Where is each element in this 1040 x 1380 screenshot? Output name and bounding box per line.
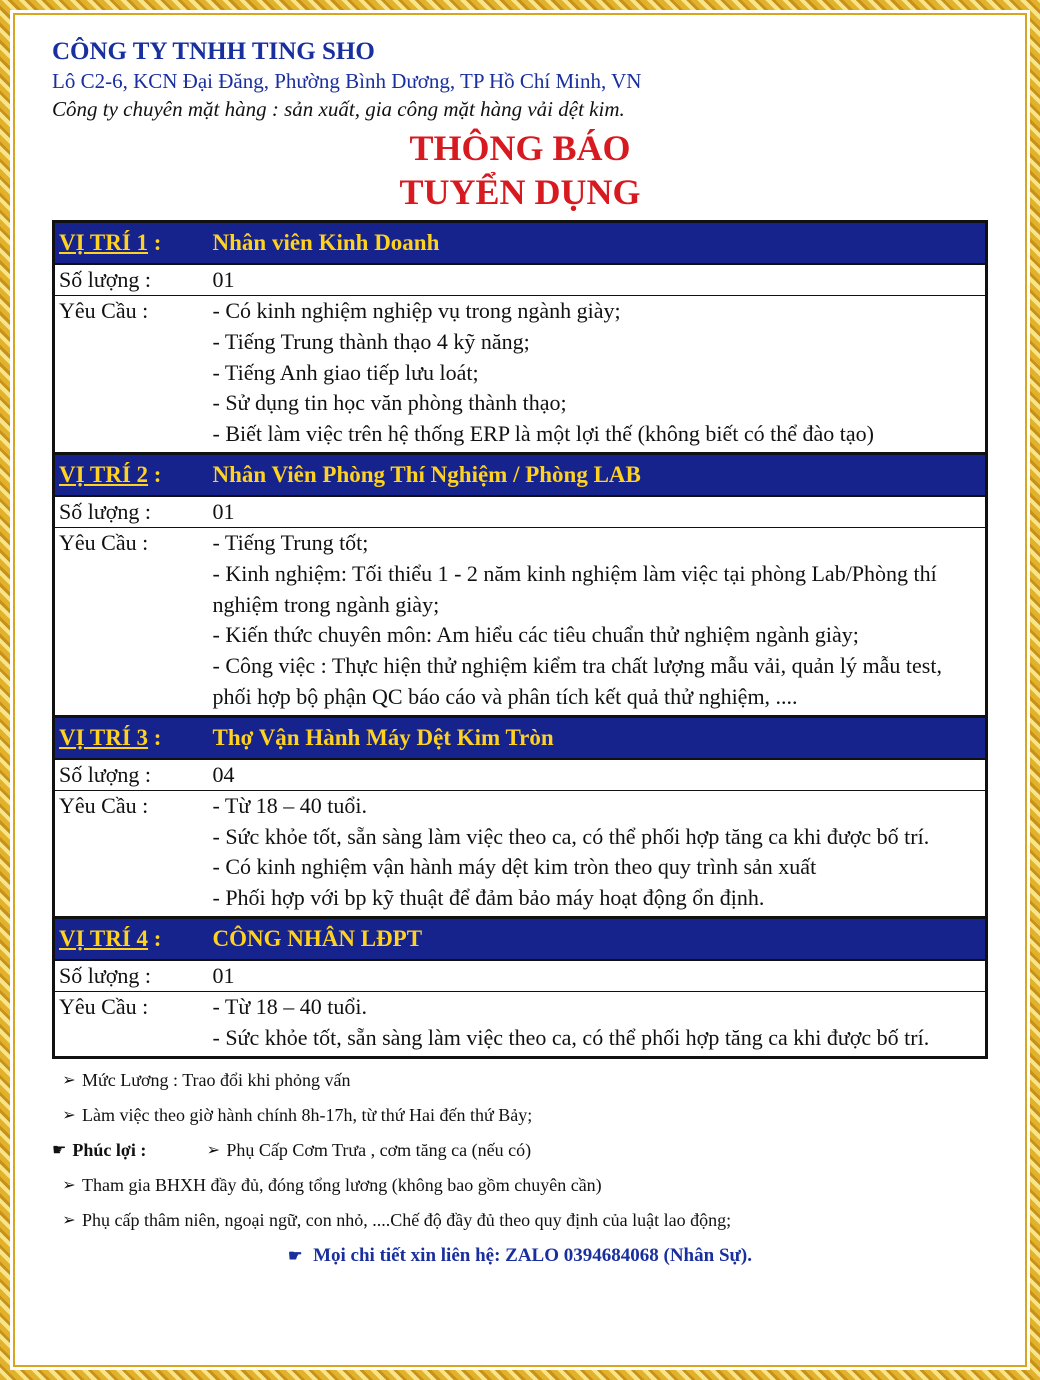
salary-item <box>52 1063 988 1098</box>
requirements-label: Yêu Cầu : <box>59 298 149 323</box>
position-label-cell <box>54 222 209 265</box>
requirements-row <box>54 296 987 454</box>
requirement-item: - Kiến thức chuyên môn: Am hiểu các tiêu chuẩn thử nghiệm ngành giày; <box>212 622 859 648</box>
contact-line <box>52 1238 988 1273</box>
requirements-list <box>209 296 987 454</box>
requirements-row <box>54 991 987 1057</box>
quantity-row <box>54 759 987 791</box>
pointing-hand-icon: ☛ <box>52 1141 67 1159</box>
insurance-text: Tham gia BHXH đầy đủ, đóng tổng lương (không bao gồm chuyên cần) <box>82 1174 602 1195</box>
requirements-list <box>209 991 987 1057</box>
requirement-item: - Biết làm việc trên hệ thống ERP là một lợi thế (không biết có thể đào tạo) <box>212 421 874 447</box>
position-title: Nhân Viên Phòng Thí Nghiệm / Phòng LAB <box>209 453 987 496</box>
quantity-row <box>54 960 987 992</box>
insurance-item <box>52 1168 988 1203</box>
position-label: VỊ TRÍ 3 <box>59 724 149 750</box>
position-header-row <box>54 716 987 759</box>
arrow-bullet-icon: ➢ <box>206 1141 221 1159</box>
recruitment-notice <box>52 36 988 1273</box>
requirement-item: - Công việc : Thực hiện thử nghiệm kiểm tra chất lượng mẫu vải, quản lý mẫu test, phối hợp bộ phận QC báo cáo và phân tích kết quả thử nghiệm, .... <box>212 653 942 709</box>
arrow-bullet-icon: ➢ <box>62 1071 76 1089</box>
salary-text: Mức Lương : Trao đổi khi phỏng vấn <box>82 1069 351 1090</box>
quantity-label: Số lượng : <box>54 960 209 992</box>
quantity-value: 01 <box>209 264 987 296</box>
requirements-label: Yêu Cầu : <box>59 993 149 1019</box>
position-header-row <box>54 917 987 960</box>
position-label: VỊ TRÍ 4 <box>59 925 149 951</box>
requirement-item: - Có kinh nghiệm nghiệp vụ trong ngành giày; <box>212 298 621 323</box>
requirements-row <box>54 790 987 917</box>
pointing-hand-icon: ☛ <box>287 1247 303 1265</box>
hours-item <box>52 1098 988 1133</box>
requirements-label: Yêu Cầu : <box>59 792 149 818</box>
quantity-label: Số lượng : <box>54 264 209 296</box>
company-name: CÔNG TY TNHH TING SHO <box>52 38 375 65</box>
requirement-item: - Tiếng Trung thành thạo 4 kỹ năng; <box>212 328 530 354</box>
hours-text: Làm việc theo giờ hành chính 8h-17h, từ thứ Hai đến thứ Bảy; <box>82 1104 533 1125</box>
requirement-item: - Sức khỏe tốt, sẵn sàng làm việc theo ca, có thể phối hợp tăng ca khi được bố trí. <box>212 823 930 849</box>
requirement-item: - Phối hợp với bp kỹ thuật để đảm bảo máy hoạt động ổn định. <box>212 885 765 911</box>
benefits-label: Phúc lợi : <box>72 1139 147 1160</box>
requirement-item: - Từ 18 – 40 tuổi. <box>212 993 368 1019</box>
quantity-value: 01 <box>209 960 987 992</box>
position-label: VỊ TRÍ 2 <box>59 461 149 487</box>
quantity-label: Số lượng : <box>54 759 209 791</box>
contact-text: Mọi chi tiết xin liên hệ: ZALO 0394684068 (Nhân Sự). <box>313 1244 752 1266</box>
requirements-list <box>209 790 987 917</box>
quantity-value: 04 <box>209 759 987 791</box>
position-label: VỊ TRÍ 1 <box>59 230 149 255</box>
title-line-2: TUYỂN DỤNG <box>399 172 641 212</box>
position-label-cell <box>54 716 209 759</box>
allowance-item <box>52 1203 988 1238</box>
position-label-colon: : <box>148 461 162 487</box>
quantity-row <box>54 264 987 296</box>
position-label-colon: : <box>148 724 162 750</box>
position-header-row <box>54 453 987 496</box>
position-label-cell <box>54 453 209 496</box>
requirement-item: - Tiếng Trung tốt; <box>212 529 369 555</box>
positions-table <box>52 220 988 1059</box>
quantity-row <box>54 496 987 528</box>
allowance-text: Phụ cấp thâm niên, ngoại ngữ, con nhỏ, ....Chế độ đầy đủ theo quy định của luật lao động; <box>82 1209 732 1230</box>
requirements-row <box>54 527 987 716</box>
requirement-item: - Từ 18 – 40 tuổi. <box>212 792 368 818</box>
footer-info <box>52 1063 988 1273</box>
position-header-row <box>54 222 987 265</box>
benefits-item <box>52 1133 988 1168</box>
requirements-label: Yêu Cầu : <box>59 529 149 555</box>
position-title: Nhân viên Kinh Doanh <box>209 222 987 265</box>
quantity-value: 01 <box>209 496 987 528</box>
requirement-item: - Kinh nghiệm: Tối thiểu 1 - 2 năm kinh nghiệm làm việc tại phòng Lab/Phòng thí nghiệm trong ngành giày; <box>212 560 937 617</box>
position-title: CÔNG NHÂN LĐPT <box>209 917 987 960</box>
requirements-list <box>209 527 987 716</box>
requirement-item: - Có kinh nghiệm vận hành máy dệt kim tròn theo quy trình sản xuất <box>212 854 817 880</box>
notice-title <box>52 126 988 214</box>
requirement-item: - Sử dụng tin học văn phòng thành thạo; <box>212 390 567 416</box>
arrow-bullet-icon: ➢ <box>62 1176 76 1194</box>
position-title: Thợ Vận Hành Máy Dệt Kim Tròn <box>209 716 987 759</box>
requirement-item: - Sức khỏe tốt, sẵn sàng làm việc theo ca, có thể phối hợp tăng ca khi được bố trí. <box>212 1024 930 1050</box>
benefit-meal-text: Phụ Cấp Cơm Trưa , cơm tăng ca (nếu có) <box>226 1139 532 1160</box>
title-line-1: THÔNG BÁO <box>409 128 631 168</box>
quantity-label: Số lượng : <box>54 496 209 528</box>
position-label-cell <box>54 917 209 960</box>
arrow-bullet-icon: ➢ <box>62 1106 76 1124</box>
arrow-bullet-icon: ➢ <box>62 1211 76 1229</box>
requirement-item: - Tiếng Anh giao tiếp lưu loát; <box>212 359 479 385</box>
company-description: Công ty chuyên mặt hàng : sản xuất, gia công mặt hàng vải dệt kim. <box>52 97 625 121</box>
company-address: Lô C2-6, KCN Đại Đăng, Phường Bình Dương, TP Hồ Chí Minh, VN <box>52 69 642 93</box>
position-label-colon: : <box>148 230 162 255</box>
position-label-colon: : <box>148 925 162 951</box>
